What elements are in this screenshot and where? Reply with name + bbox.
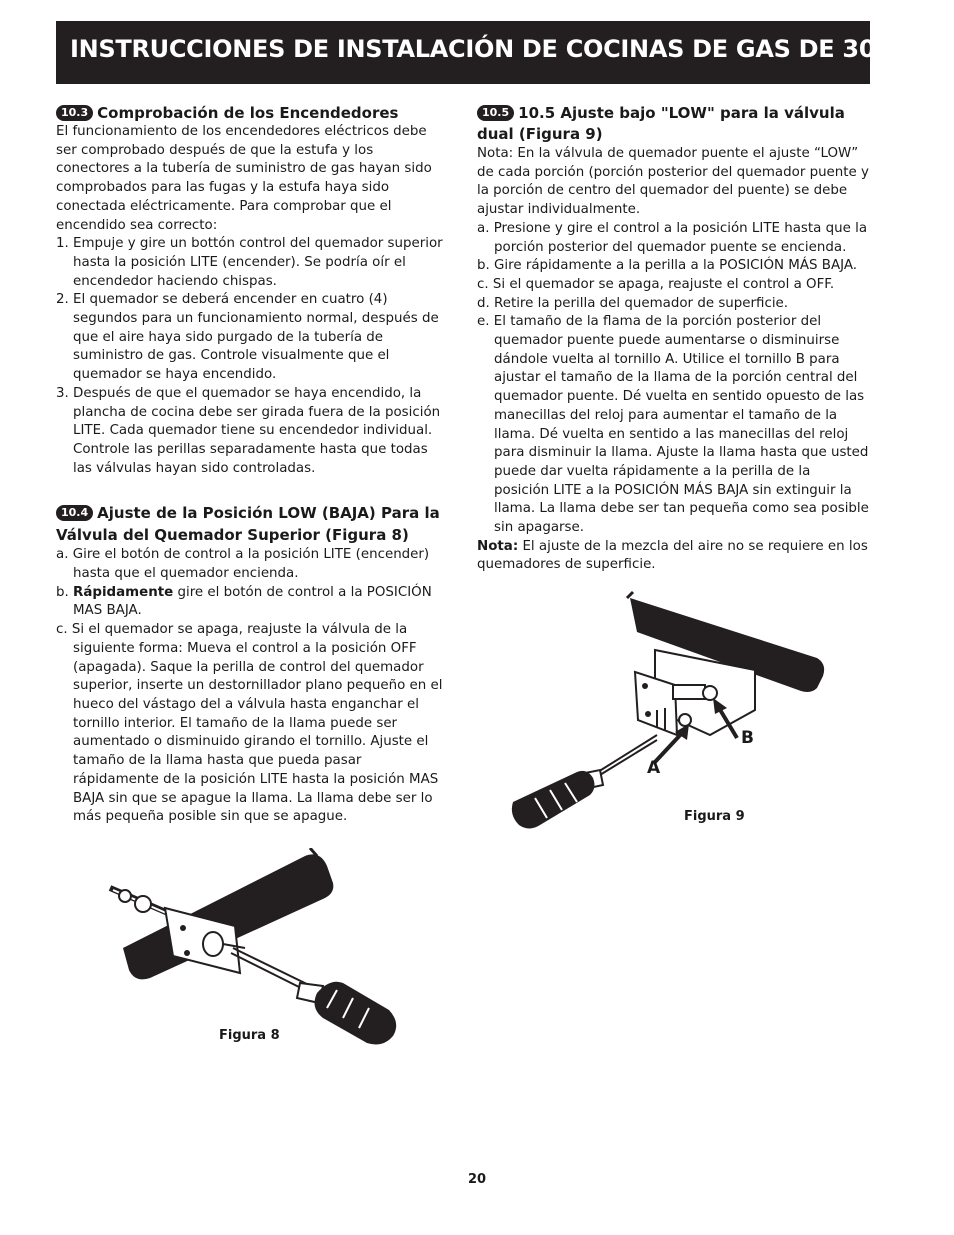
list-item: b. Gire rápidamente a la perilla a la POSICIÓN MÁS BAJA. <box>477 258 858 274</box>
figure-9-label-a: A <box>647 758 661 778</box>
left-column <box>56 103 448 827</box>
page-number: 20 <box>467 1172 487 1187</box>
section-10-5-note-2 <box>477 538 869 575</box>
list-item: c. Si el quemador se apaga, reajuste la válvula de la siguiente forma: Mueva el control a la posición OFF (apagada). Saque la perilla de control del quemador superior, inserte un destornillador plano pequeño en el hueco del vástago del a válvula hasta enganchar el tornillo interior. El tamaño de la llama puede ser aumentado o disminuido girando el tornillo. Ajuste el tamaño de la llama hasta que pueda pasar rápidamente de la posición LITE hasta la posición MAS BAJA sin que se apague la llama. La llama debe ser lo más pequeña posible sin que se apague. <box>56 622 443 825</box>
list-item: 3. Después de que el quemador se haya encendido, la plancha de cocina debe ser girada fuera de la posición LITE. Cada quemador tiene su encendedor individual. Controle las perillas separadamente hasta que todas las válvulas hayan sido controladas. <box>56 385 441 476</box>
list-item: a. Gire el botón de control a la posición LITE (encender) hasta que el quemador encienda. <box>56 547 430 582</box>
section-badge: 10.3 <box>56 105 93 121</box>
section-badge: 10.5 <box>477 105 514 121</box>
figure-8-illustration <box>105 848 405 1048</box>
list-item: a. Presione y gire el control a la posición LITE hasta que la porción posterior del quemador puente se encienda. <box>477 220 868 255</box>
section-10-3-intro: El funcionamiento de los encendedores eléctricos debe ser comprobado después de que la estufa y los conectores a la tubería de suministro de gas hayan sido comprobados para las fugas y la estufa haya sido conectada eléctricamente. Para comprobar que el encendido sea correcto: <box>56 124 432 233</box>
list-item: c. Si el quemador se apaga, reajuste el control a OFF. <box>477 276 835 292</box>
list-item: e. El tamaño de la flama de la porción posterior del quemador puente puede aumentarse o disminuirse dándole vuelta al tornillo A. Utilice el tornillo B para ajustar el tamaño de la llama de la porción central del quemador puente. Dé vuelta en sentido opuesto de las manecillas del reloj para aumentar el tamaño de la llama. Dé vuelta en sentido a las manecillas del reloj para disminuir la llama. Ajuste la llama hasta que usted puede dar vuelta rápidamente a la perilla de la posición LITE a la POSICIÓN MÁS BAJA sin extinguir la llama. La llama debe ser tan pequeña como sea posible sin apagarse. <box>477 314 869 536</box>
section-10-3-heading <box>56 103 448 123</box>
list-item: 1. Empuje y gire un bottón control del quemador superior hasta la posición LITE (encender). Se podría oír el encendedor haciendo chispas. <box>56 236 443 289</box>
section-10-5-note: Nota: En la válvula de quemador puente el ajuste “LOW” de cada porción (porción posterior del quemador puente y la porción de centro del quemador del puente) se debe ajustar individualmente. <box>477 146 869 218</box>
section-title: Comprobación de los Encendedores <box>97 104 399 122</box>
list-item <box>56 584 448 621</box>
page-title: INSTRUCCIONES DE INSTALACIÓN DE COCINAS DE GAS DE 30" <box>70 35 888 63</box>
list-item: 2. El quemador se deberá encender en cuatro (4) segundos para un funcionamiento normal, después de que el aire haya sido purgado de la tubería de suministro de gas. Controle visualmente que el quemador se haya encendido. <box>56 292 439 383</box>
section-title: 10.5 Ajuste bajo "LOW" para la válvula dual (Figura 9) <box>477 104 845 143</box>
figure-9-label-b: B <box>741 728 754 748</box>
section-badge: 10.4 <box>56 505 93 521</box>
section-10-4-heading <box>56 502 448 546</box>
figure-9-illustration <box>505 590 835 840</box>
item-emphasis: Rápidamente <box>73 584 174 600</box>
item-prefix: b. <box>56 584 74 600</box>
note-text: El ajuste de la mezcla del aire no se requiere en los quemadores de superficie. <box>477 538 868 573</box>
right-column <box>477 103 869 575</box>
section-title: Ajuste de la Posición LOW (BAJA) Para la Válvula del Quemador Superior (Figura 8) <box>56 504 440 545</box>
figure-9-caption: Figura 9 <box>684 809 745 824</box>
list-item: d. Retire la perilla del quemador de superficie. <box>477 295 789 311</box>
figure-8-caption: Figura 8 <box>219 1028 280 1043</box>
page-header <box>56 21 888 84</box>
item-text: gire el botón de control a la POSICIÓN MAS BAJA. <box>73 584 432 619</box>
note-label: Nota: <box>477 538 519 554</box>
section-10-5-heading <box>477 103 869 145</box>
